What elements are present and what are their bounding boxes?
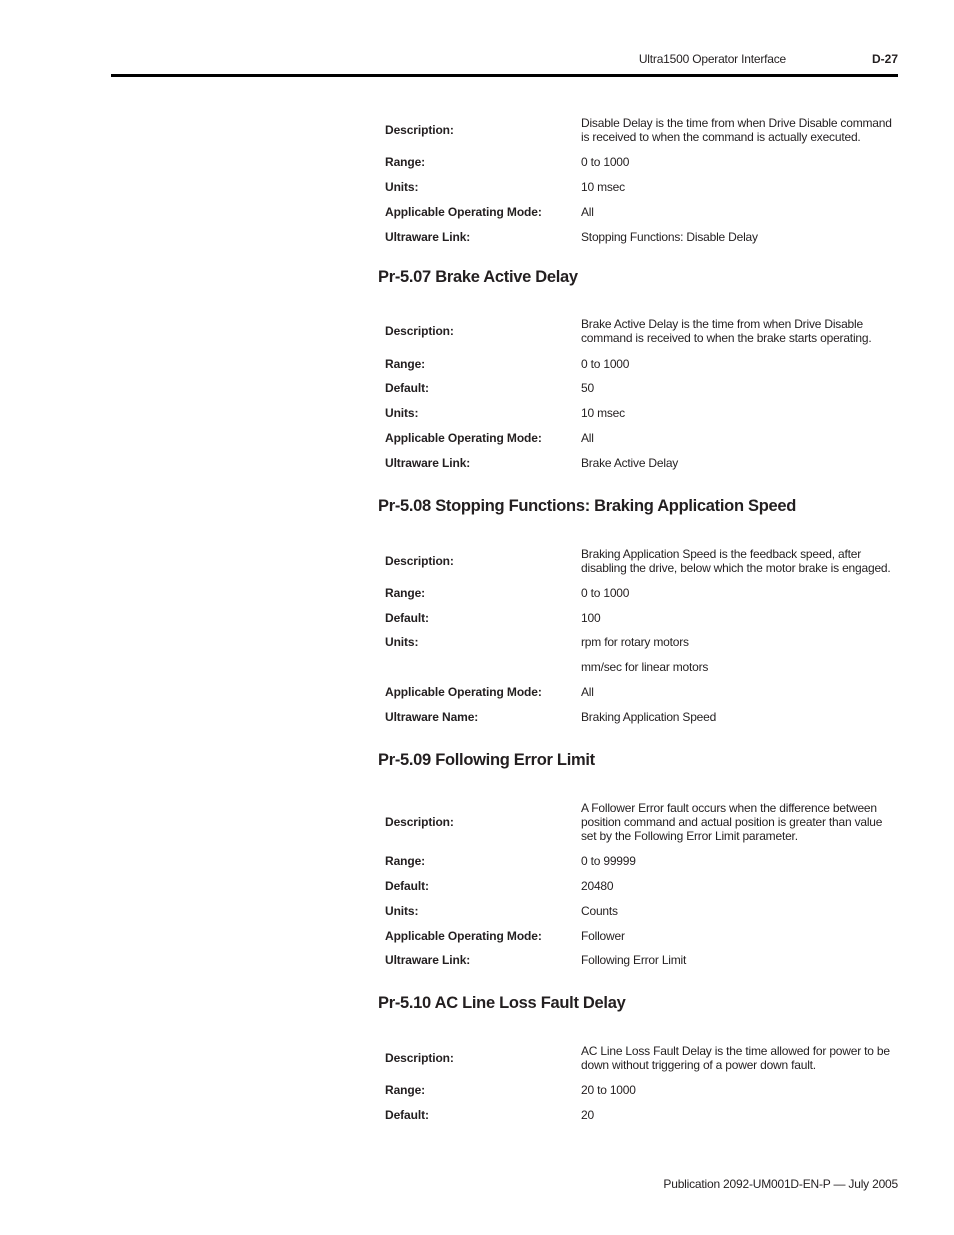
row-value: All [581,205,594,219]
row-value: 100 [581,611,601,625]
page-number: D-27 [871,52,898,66]
row-value: A Follower Error fault occurs when the difference between position command and actual position is greater than value set by the Following Error Limit parameter. [581,801,883,843]
section-title: Pr-5.10 AC Line Loss Fault Delay [378,994,626,1012]
row-value: 50 [581,381,594,395]
row-value: Following Error Limit [581,953,687,967]
header-rule [111,74,898,77]
row-value: Stopping Functions: Disable Delay [581,230,758,244]
row-value: Counts [581,904,618,918]
row-value: Disable Delay is the time from when Drive Disable command is received to when the command is actually executed. [581,116,892,144]
row-value: mm/sec for linear motors [581,660,709,674]
header-title: Ultra1500 Operator Interface [638,52,786,66]
row-label: Units: [385,180,419,194]
row-label: Description: [385,1051,454,1065]
row-label: Applicable Operating Mode: [385,431,542,445]
row-label: Default: [385,1108,429,1122]
row-value: Brake Active Delay [581,456,679,470]
row-label: Applicable Operating Mode: [385,929,542,943]
row-label: Range: [385,586,426,600]
row-label: Units: [385,904,419,918]
row-value: 0 to 1000 [581,357,630,371]
row-label: Units: [385,406,419,420]
row-value: 20 to 1000 [581,1083,636,1097]
row-value: 10 msec [581,406,625,420]
row-value: 20 [581,1108,594,1122]
row-label: Applicable Operating Mode: [385,205,542,219]
row-label: Description: [385,815,454,829]
row-value: All [581,431,594,445]
row-value: Braking Application Speed [581,710,717,724]
row-label: Description: [385,324,454,338]
row-label: Ultraware Link: [385,230,471,244]
section-title: Pr-5.08 Stopping Functions: Braking Application Speed [378,497,797,515]
row-value: Braking Application Speed is the feedback speed, after disabling the drive, below which the motor brake is engaged. [581,547,891,575]
row-value: rpm for rotary motors [581,635,689,649]
row-value: 20480 [581,879,614,893]
row-value: Brake Active Delay is the time from when Drive Disable command is received to when the brake starts operating. [581,317,872,345]
row-label: Default: [385,381,429,395]
row-label: Range: [385,357,426,371]
row-label: Ultraware Link: [385,953,471,967]
row-label: Range: [385,155,426,169]
row-label: Default: [385,611,429,625]
row-label: Range: [385,854,426,868]
row-label: Units: [385,635,419,649]
row-label: Applicable Operating Mode: [385,685,542,699]
row-label: Description: [385,123,454,137]
row-label: Description: [385,554,454,568]
row-value: 0 to 1000 [581,586,630,600]
row-value: 0 to 1000 [581,155,630,169]
section-title: Pr-5.09 Following Error Limit [378,751,595,769]
row-value: 0 to 99999 [581,854,636,868]
row-label: Ultraware Name: [385,710,479,724]
publication-footer: Publication 2092-UM001D-EN-P — July 2005 [663,1177,898,1191]
row-label: Default: [385,879,429,893]
row-value: All [581,685,594,699]
section-title: Pr-5.07 Brake Active Delay [378,268,578,286]
row-label: Ultraware Link: [385,456,471,470]
row-value: Follower [581,929,625,943]
row-label: Range: [385,1083,426,1097]
row-value: AC Line Loss Fault Delay is the time allowed for power to be down without triggering of a power down fault. [581,1044,890,1072]
row-value: 10 msec [581,180,625,194]
